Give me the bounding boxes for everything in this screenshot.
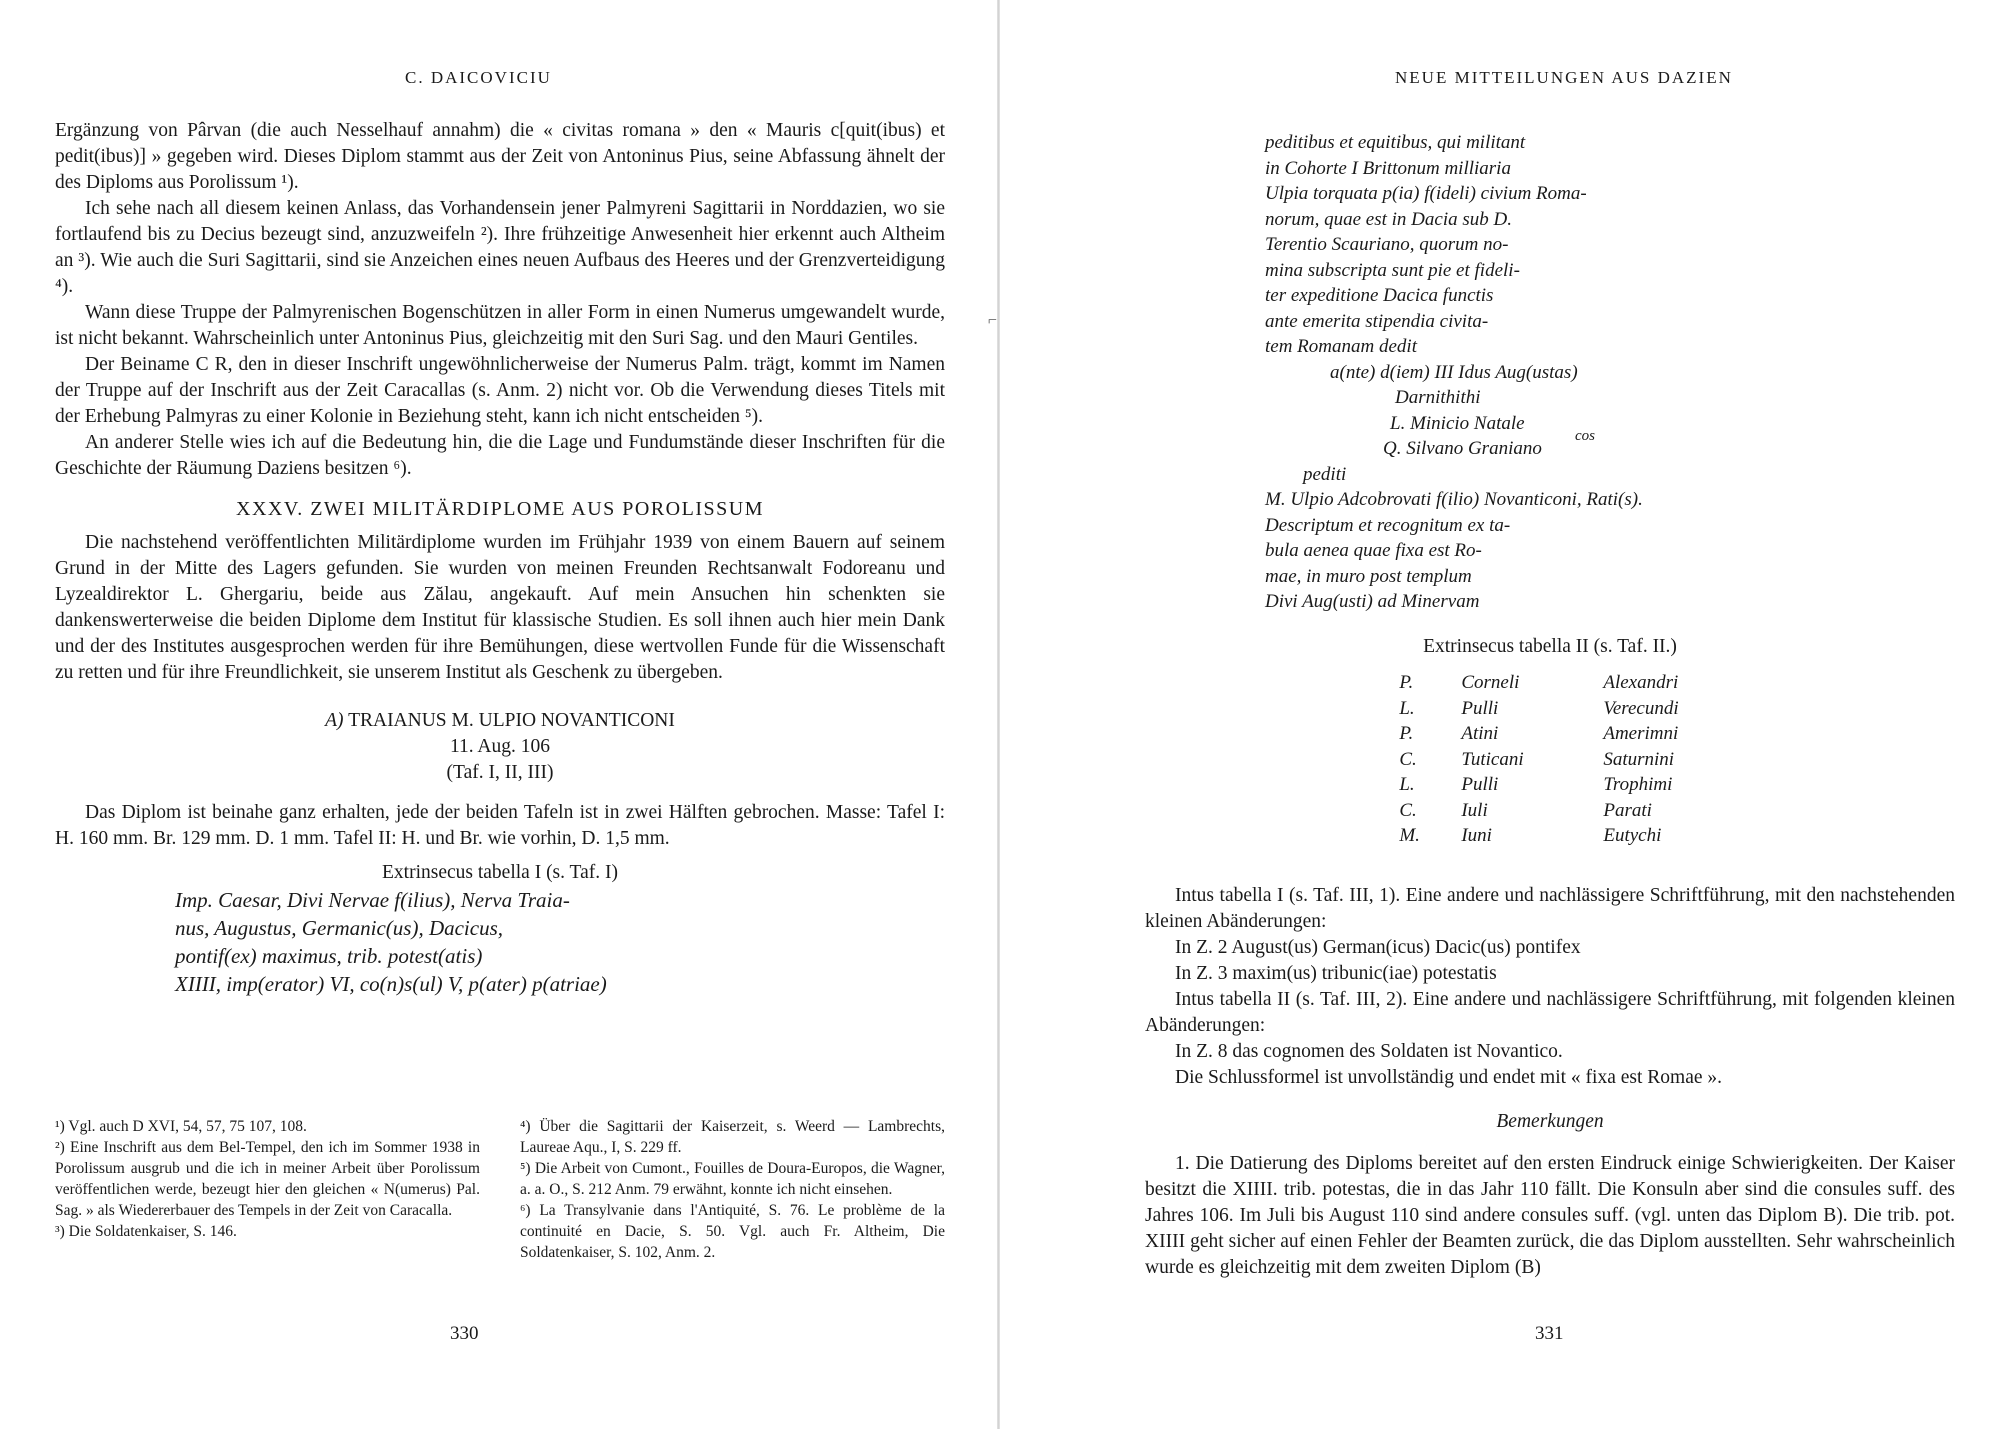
latin-inscription xyxy=(55,886,945,998)
inscription-line: in Cohorte I Brittonum milliaria xyxy=(1265,157,1511,179)
inscription-line: peditibus et equitibus, qui militant xyxy=(1265,132,1526,153)
section-title: XXXV. ZWEI MILITÄRDIPLOME AUS POROLISSUM xyxy=(236,498,764,520)
witness-nomen: Iuli xyxy=(1461,799,1488,821)
witness-nomen: Pulli xyxy=(1461,774,1499,795)
diploma-title: TRAIANUS M. ULPIO NOVANTICONI xyxy=(348,710,675,731)
inscription-line: norum, quae est in Dacia sub D. xyxy=(1265,208,1512,230)
footnote: ⁴) Über die Sagittarii der Kaiserzeit, s. Weerd — Lambrechts, Laureae Aqu., I, S. 229 ff. xyxy=(520,1118,945,1156)
witness-cognomen: Alexandri xyxy=(1603,672,1679,693)
paragraph: Ich sehe nach all diesem keinen Anlass, das Vorhandensein jener Palmyreni Sagittarii in Norddazien, wo sie fortlaufend bis zu Decius bezeugt sind, anzuzweifeln ²). Ihre frühzeitige Anwesenheit hier erkennt auch Altheim an ³). Wie auch die Suri Sagittarii, sind sie Anzeichen eines neuen Aufbaus des Heeres und der Grenzverteidigung ⁴). xyxy=(55,198,945,297)
paragraph: Wann diese Truppe der Palmyrenischen Bogenschützen in aller Form in einen Numerus umgewandelt wurde, ist nicht bekannt. Wahrscheinlich unter Antoninus Pius, gleichzeitig mit den Suri Sag. und den Mauri Gentiles. xyxy=(55,302,945,349)
paragraph: Intus tabella I (s. Taf. III, 1). Eine andere und nachlässigere Schriftführung, mit den nachstehenden kleinen Abänderungen: xyxy=(1145,885,1955,932)
inscription-line: Terentio Scauriano, quorum no- xyxy=(1265,234,1509,255)
margin-mark: ⌐ xyxy=(988,312,998,329)
inscription-consul: Q. Silvano Graniano xyxy=(1383,438,1542,459)
footnote: ⁵) Die Arbeit von Cumont., Fouilles de Doura-Europos, die Wagner, a. a. O., S. 212 Anm. 79 erwähnt, konnte ich nicht einsehen. xyxy=(520,1160,945,1198)
witness-nomen: Corneli xyxy=(1461,672,1520,693)
witness-cognomen: Verecundi xyxy=(1603,697,1679,719)
witness-row xyxy=(1399,696,1700,722)
paragraph: Das Diplom ist beinahe ganz erhalten, jede der beiden Tafeln ist in zwei Hälften gebrochen. Masse: Tafel I: H. 160 mm. Br. 129 mm. D. 1 mm. Tafel II: H. und Br. wie vorhin, D. 1,5 mm. xyxy=(55,802,945,849)
inscription-line: Ulpia torquata p(ia) f(ideli) civium Roma- xyxy=(1265,183,1587,204)
bemerkungen-heading: Bemerkungen xyxy=(1496,1111,1604,1132)
extrinsecus-title: Extrinsecus tabella II (s. Taf. II.) xyxy=(1423,636,1677,657)
page-number-left: 330 xyxy=(450,1323,479,1344)
inscription-line: M. Ulpio Adcobrovati f(ilio) Novanticoni, Rati(s). xyxy=(1265,489,1643,510)
witness-row xyxy=(1399,670,1700,696)
witness-praenomen: L. xyxy=(1399,774,1415,795)
paragraph: In Z. 3 maxim(us) tribunic(iae) potestatis xyxy=(1175,963,1497,984)
witness-cognomen: Trophimi xyxy=(1603,774,1673,795)
diploma-heading xyxy=(55,708,945,734)
witness-nomen: Iuni xyxy=(1461,825,1492,846)
witness-nomen: Pulli xyxy=(1461,697,1499,719)
inscription-line: nus, Augustus, Germanic(us), Dacicus, xyxy=(175,916,504,940)
inscription-line: mina subscripta sunt pie et fideli- xyxy=(1265,259,1520,281)
footnote-column xyxy=(55,1116,480,1263)
page-left xyxy=(55,0,945,1429)
footnote: ³) Die Soldatenkaiser, S. 146. xyxy=(55,1223,237,1240)
paragraph: Die nachstehend veröffentlichten Militärdiplome wurden im Frühjahr 1939 von einem Bauern auf seinem Grund in der Mitte des Lagers gefunden. Sie wurden von meinen Freunden Rechtsanwalt Fodoreanu und Lyzealdirektor L. Ghergariu, beide aus Zălau, angekauft. Auf mein Ansuchen hin schenkten sie dankenswerterweise die beiden Diplome dem Institut für klassische Studien. Es soll ihnen auch hier mein Dank und der des Institutes ausgesprochen werden für ihre Bemühungen, diese wertvollen Funde für die Wissenschaft zu retten und für ihre Freundlichkeit, sie unserem Institut als Geschenk zu übergeben. xyxy=(55,532,945,683)
running-head-right: NEUE MITTEILUNGEN AUS DAZIEN xyxy=(1395,68,1733,87)
right-body-text xyxy=(1145,883,1955,1281)
footnote: ⁶) La Transylvanie dans l'Antiquité, S. 76. Le problème de la continuité en Dacie, S. 50. Vgl. auch Fr. Altheim, Die Soldatenkaiser, S. 102, Anm. 2. xyxy=(520,1202,945,1261)
inscription-line: bula aenea quae fixa est Ro- xyxy=(1265,540,1482,561)
inscription-consul: L. Minicio Natale xyxy=(1390,412,1525,434)
inscription-date: a(nte) d(iem) III Idus Aug(ustas) xyxy=(1330,361,1578,383)
witness-praenomen: P. xyxy=(1399,723,1414,744)
inscription-line: Descriptum et recognitum ex ta- xyxy=(1265,514,1511,536)
witness-cognomen: Saturnini xyxy=(1603,748,1675,770)
footnote: ¹) Vgl. auch D XVI, 54, 57, 75 107, 108. xyxy=(55,1118,307,1135)
inscription-line: ter expeditione Dacica functis xyxy=(1265,285,1494,306)
witness-row xyxy=(1399,798,1700,824)
witness-praenomen: C. xyxy=(1399,748,1417,770)
witness-cognomen: Parati xyxy=(1603,799,1652,821)
running-head-left: C. DAICOVICIU xyxy=(405,68,552,87)
paragraph: Ergänzung von Pârvan (die auch Nesselhauf annahm) die « civitas romana » den « Mauris c[quit(ibus) et pedit(ibus)] » gegeben wird. Dieses Diplom stammt aus der Zeit von Antoninus Pius, seine Abfassung ähnelt der des Diploms aus Porolissum ¹). xyxy=(55,120,945,193)
page-number-right: 331 xyxy=(1535,1323,1564,1344)
inscription-place: Darnithithi xyxy=(1395,387,1481,408)
diploma-label: A) xyxy=(325,710,344,731)
witness-table xyxy=(1399,670,1700,849)
paragraph: In Z. 2 August(us) German(icus) Dacic(us) pontifex xyxy=(1175,937,1581,958)
witness-praenomen: P. xyxy=(1399,672,1414,693)
witness-row xyxy=(1399,823,1700,849)
cos-label: cos xyxy=(1575,428,1595,444)
paragraph: Die Schlussformel ist unvollständig und endet mit « fixa est Romae ». xyxy=(1175,1067,1723,1088)
inscription-line: pontif(ex) maximus, trib. potest(atis) xyxy=(175,944,483,968)
right-witness-block xyxy=(1150,634,1950,849)
witness-praenomen: C. xyxy=(1399,799,1417,821)
witness-nomen: Tuticani xyxy=(1461,748,1524,770)
diploma-plates: (Taf. I, II, III) xyxy=(446,762,554,783)
page-right xyxy=(1145,0,1955,1429)
witness-praenomen: L. xyxy=(1399,697,1415,719)
paragraph: In Z. 8 das cognomen des Soldaten ist Novantico. xyxy=(1175,1041,1563,1062)
footnotes-left xyxy=(55,1116,945,1263)
paragraph: Der Beiname C R, den in dieser Inschrift ungewöhnlicherweise der Numerus Palm. trägt, kommt im Namen der Truppe auf der Inschrift aus der Zeit Caracallas (s. Anm. 2) nicht vor. Ob die Verwendung dieses Titels mit der Erhebung Palmyras zu einer Kolonie in Beziehung steht, kann ich nicht entscheiden ⁵). xyxy=(55,354,945,427)
paragraph: Intus tabella II (s. Taf. III, 2). Eine andere und nachlässigere Schriftführung, mit folgenden kleinen Abänderungen: xyxy=(1145,989,1955,1036)
inscription-line: Divi Aug(usti) ad Minervam xyxy=(1265,591,1480,612)
inscription-line: Imp. Caesar, Divi Nervae f(ilius), Nerva Traia- xyxy=(175,888,570,912)
inscription-pediti: pediti xyxy=(1303,463,1347,485)
inscription-line: tem Romanam dedit xyxy=(1265,336,1417,357)
footnote-column xyxy=(520,1116,945,1263)
paragraph: 1. Die Datierung des Diploms bereitet auf den ersten Eindruck einige Schwierigkeiten. Der Kaiser besitzt die XIIII. trib. potestas, die in das Jahr 110 fällt. Die Konsuln aber sind die consules suff. des Jahres 106. Im Juli bis August 110 sind andere consules suff. (vgl. unten das Diplom B). Die trib. pot. XIIII geht sicher auf einen Fehler der Beamten zurück, die das Diplom ausstellten. Sehr wahrscheinlich wurde es gleichzeitig mit dem zweiten Diplom (B) xyxy=(1145,1153,1955,1278)
inscription-line: mae, in muro post templum xyxy=(1265,565,1472,587)
witness-nomen: Atini xyxy=(1461,723,1499,744)
witness-row xyxy=(1399,772,1700,798)
diploma-date: 11. Aug. 106 xyxy=(449,736,551,757)
footnote: ²) Eine Inschrift aus dem Bel-Tempel, den ich im Sommer 1938 in Porolissum ausgrub und die ich in meiner Arbeit über Porolissum veröffentlichen werde, bezeugt hier den gleichen « N(umerus) Pal. Sag. » als Wiedererbauer des Tempels in der Zeit von Caracalla. xyxy=(55,1139,480,1219)
inscription-line: XIIII, imp(erator) VI, co(n)s(ul) V, p(ater) p(atriae) xyxy=(175,972,607,996)
latin-inscription-right xyxy=(1265,130,1643,615)
inscription-line: ante emerita stipendia civita- xyxy=(1265,310,1489,332)
book-gutter xyxy=(997,0,1000,1429)
paragraph: An anderer Stelle wies ich auf die Bedeutung hin, die die Lage und Fundumstände dieser Inschriften für die Geschichte der Räumung Daziens besitzen ⁶). xyxy=(55,432,945,479)
left-body-text xyxy=(55,118,945,998)
witness-praenomen: M. xyxy=(1399,825,1420,846)
extrinsecus-title: Extrinsecus tabella I (s. Taf. I) xyxy=(382,862,618,883)
witness-row xyxy=(1399,721,1700,747)
witness-cognomen: Amerimni xyxy=(1603,723,1679,744)
witness-cognomen: Eutychi xyxy=(1603,825,1662,846)
witness-row xyxy=(1399,747,1700,773)
